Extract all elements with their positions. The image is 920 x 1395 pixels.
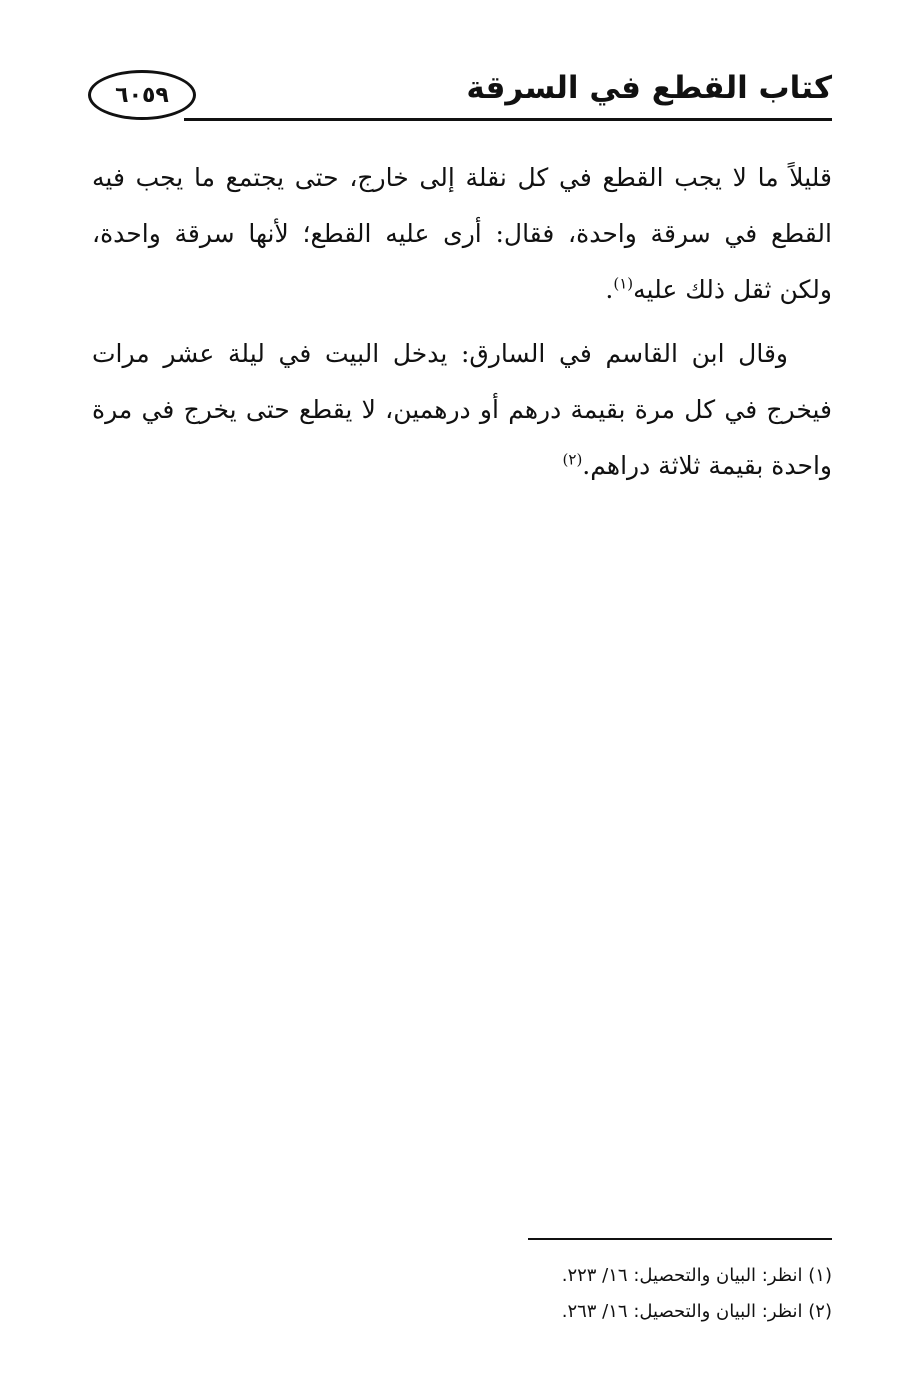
paragraph-1: [92, 150, 832, 318]
main-text: [92, 150, 832, 502]
footnote-ref-1: (١): [613, 274, 634, 293]
page-header: [88, 64, 832, 128]
footnote-ref-2: (٢): [562, 450, 583, 469]
footnotes: [88, 1258, 832, 1330]
page-number-oval: [88, 70, 196, 120]
footnote-1: (١) انظر: البيان والتحصيل: ١٦/ ٢٢٣.: [561, 1265, 832, 1286]
footnote-2: (٢) انظر: البيان والتحصيل: ١٦/ ٢٦٣.: [561, 1301, 832, 1322]
footnote-separator: [528, 1238, 832, 1240]
paragraph-2: [92, 326, 832, 494]
header-rule: [184, 118, 832, 121]
paragraph-1-text: قليلاً ما لا يجب القطع في كل نقلة إلى خارج، حتى يجتمع ما يجب فيه القطع في سرقة واحدة، فقال: أرى عليه القطع؛ لأنها سرقة واحدة، ولكن ثقل ذلك عليه: [92, 163, 832, 304]
paragraph-2-text: وقال ابن القاسم في السارق: يدخل البيت في ليلة عشر مرات فيخرج في كل مرة بقيمة درهم أو درهمين، لا يقطع حتى يخرج في مرة واحدة بقيمة ثلاثة دراهم.: [92, 339, 832, 480]
chapter-title: كتاب القطع في السرقة: [466, 70, 832, 106]
page-number: ٦٠٥٩: [115, 82, 169, 108]
paragraph-1-tail: .: [605, 275, 614, 304]
